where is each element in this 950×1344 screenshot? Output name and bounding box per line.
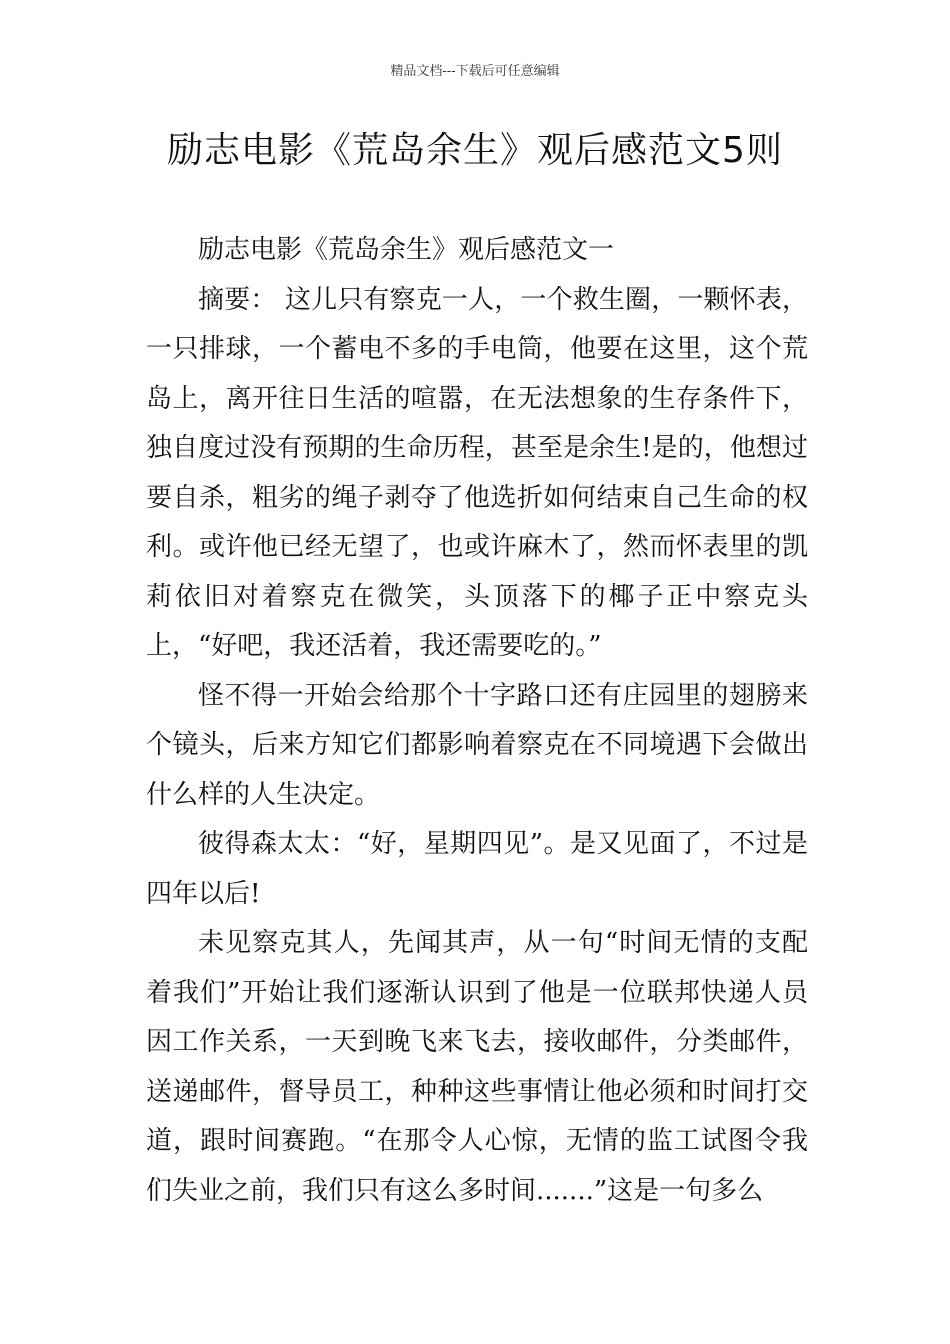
paragraph: 彼得森太太：“好，星期四见”。是又见面了，不过是四年以后! bbox=[146, 829, 808, 909]
section-heading: 励志电影《荒岛余生》观后感范文一 bbox=[198, 235, 615, 265]
paragraph: 未见察克其人，先闻其声，从一句“时间无情的支配着我们”开始让我们逐渐认识到了他是一位联邦快递人员因工作关系，一天到晚飞来飞去，接收邮件，分类邮件，送递邮件，督导员工，种种这些事情让他必须和时间打交道，跟时间赛跑。“在那令人心惊，无情的监工试图令我们失业之前，我们只有这么多时间.......”这是一句多么 bbox=[146, 928, 808, 1206]
paragraph: 摘要： 这儿只有察克一人，一个救生圈，一颗怀表，一只排球，一个蓄电不多的手电筒，他要在这里，这个荒岛上，离开往日生活的喧嚣，在无法想象的生存条件下，独自度过没有预期的生命历程，甚至是余生!是的，他想过要自杀，粗劣的绳子剥夺了他选折如何结束自己生命的权利。或许他已经无望了，也或许麻木了，然而怀表里的凯莉依旧对着察克在微笑，头顶落下的椰子正中察克头上，“好吧，我还活着，我还需要吃的。” bbox=[146, 284, 808, 661]
document-title: 励志电影《荒岛余生》观后感范文5则 bbox=[167, 130, 783, 171]
document-body bbox=[146, 226, 808, 1216]
header-note: 精品文档---下载后可任意编辑 bbox=[390, 64, 560, 79]
paragraph: 怪不得一开始会给那个十字路口还有庄园里的翅膀来个镜头，后来方知它们都影响着察克在不同境遇下会做出什么样的人生决定。 bbox=[146, 680, 808, 810]
